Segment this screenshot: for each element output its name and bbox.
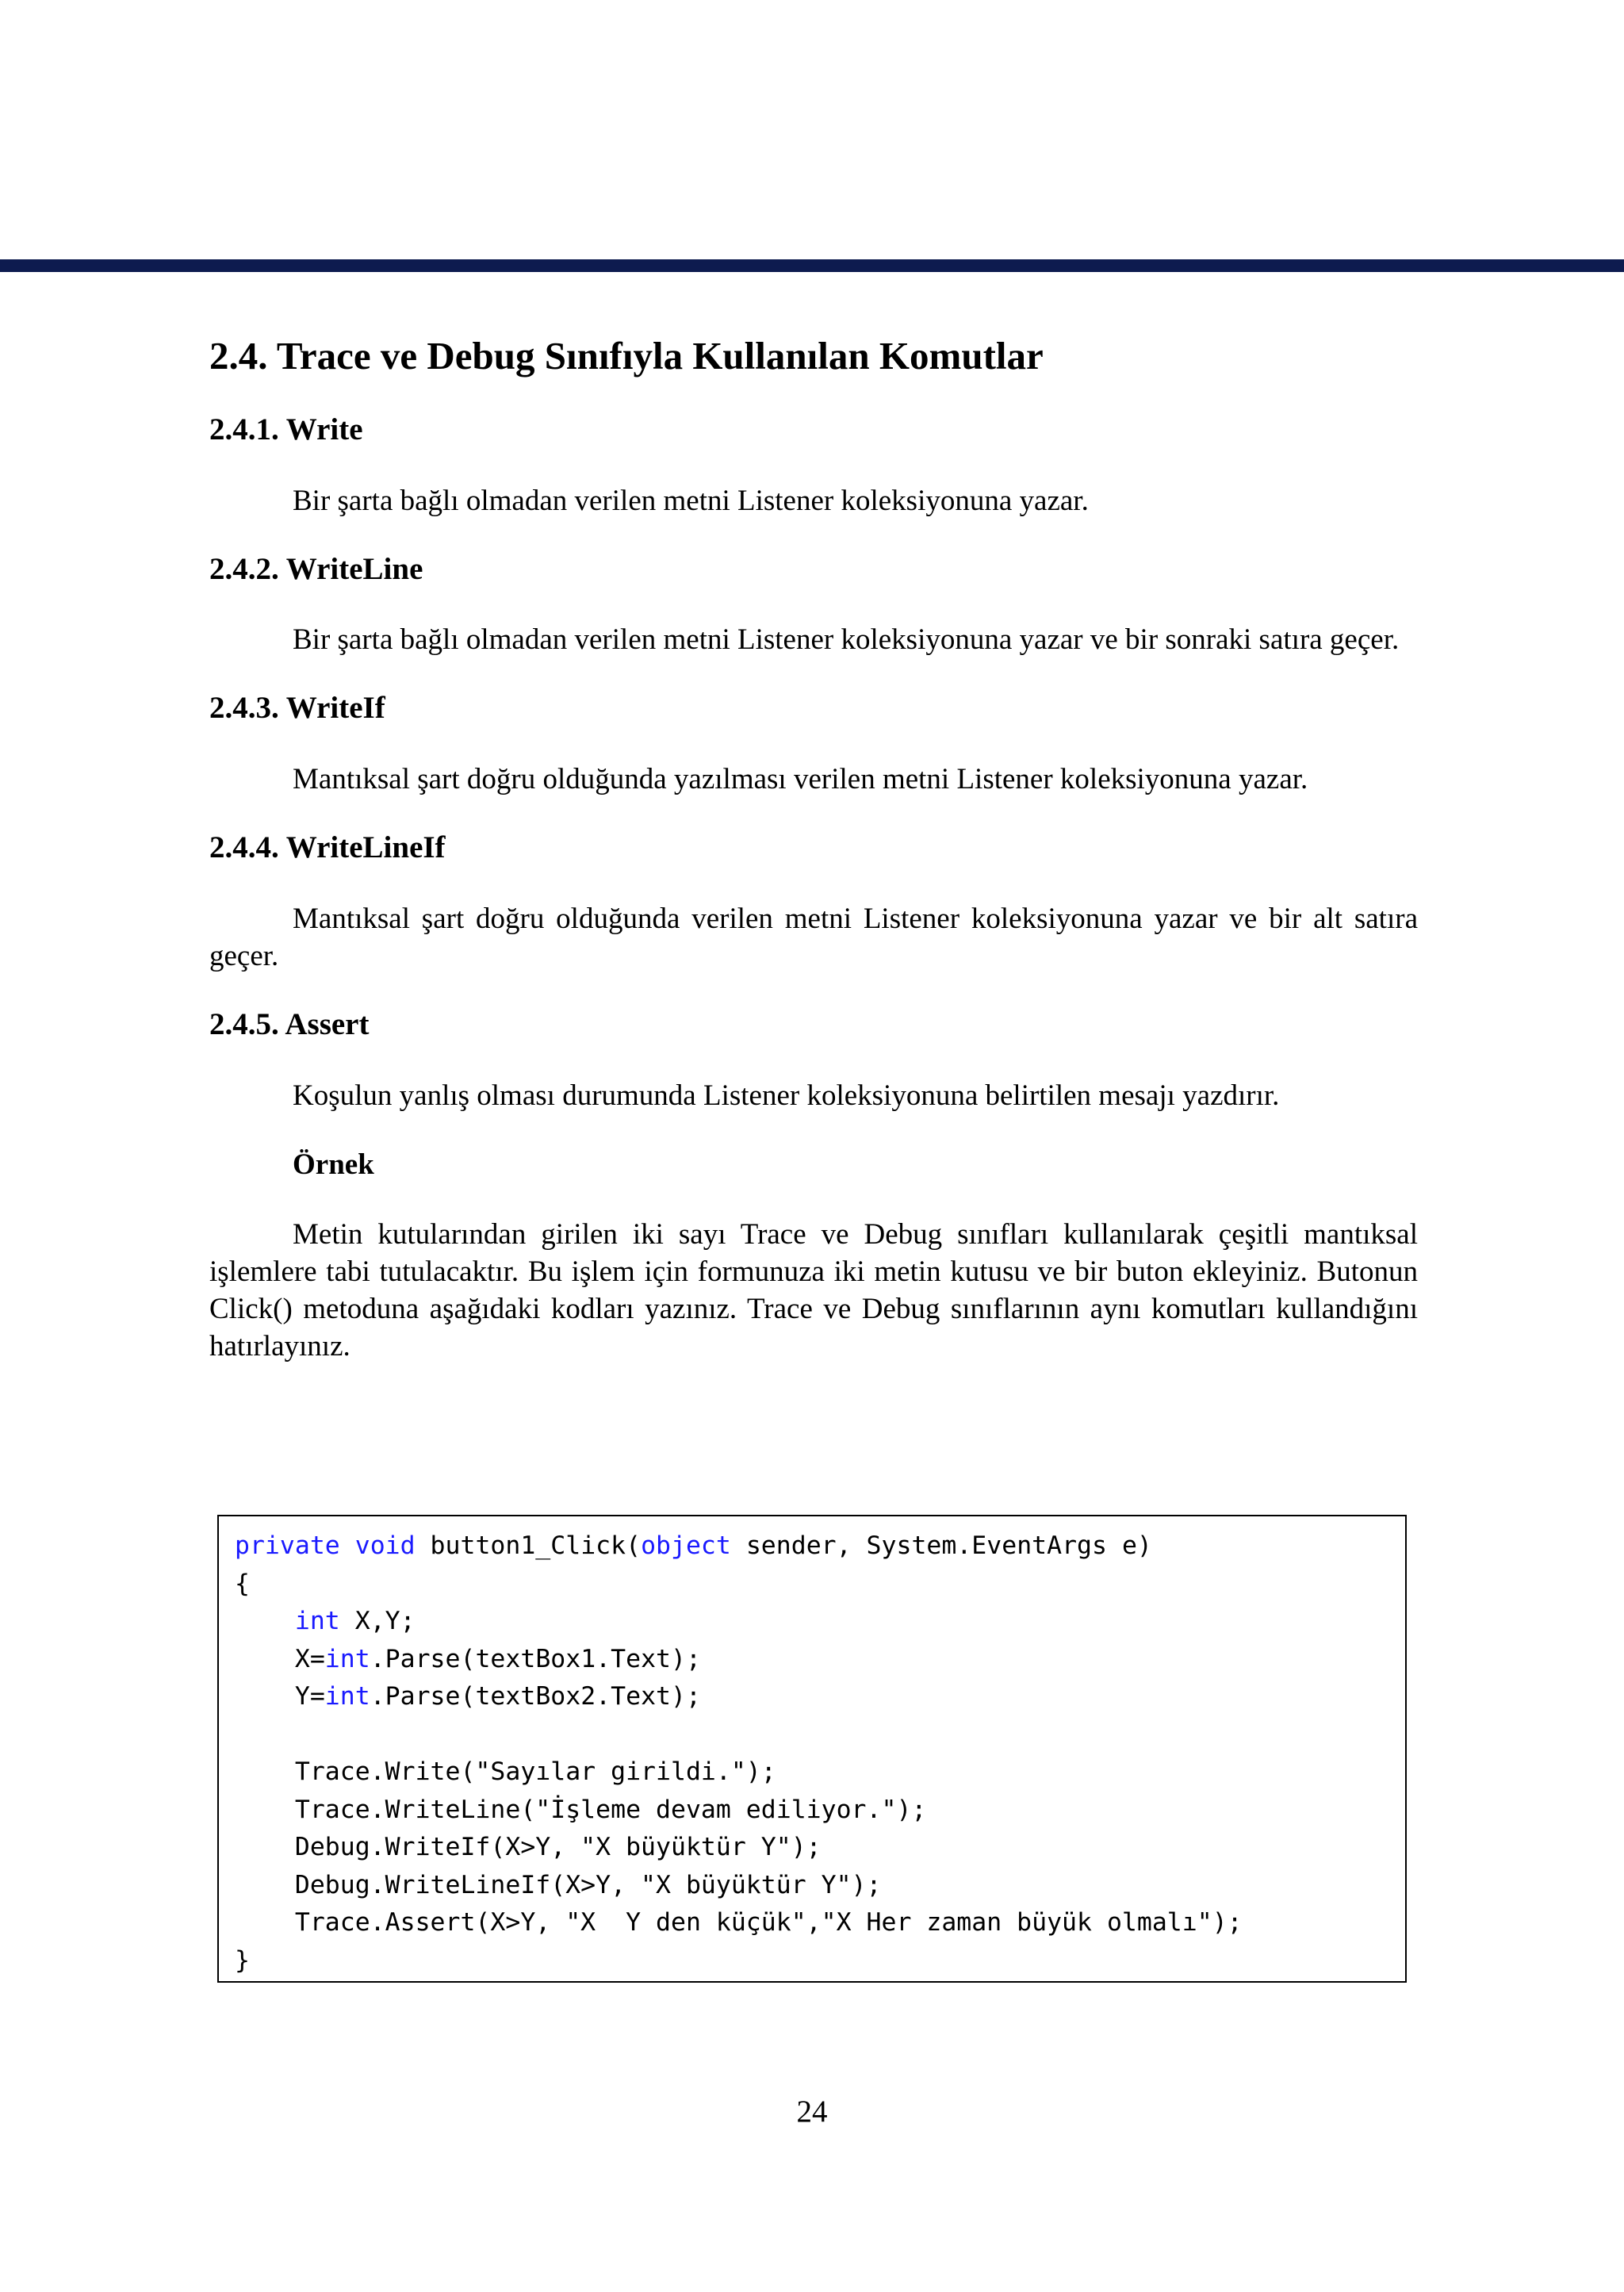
code-line: } (235, 1945, 250, 1975)
code-line (235, 1607, 416, 1635)
write-description: Bir şarta bağlı olmadan verilen metni Listener koleksiyonuna yazar. (293, 484, 1089, 517)
code-text: .Parse(textBox1.Text); (370, 1644, 701, 1673)
subsection-heading-write: 2.4.1. Write (209, 412, 363, 447)
example-label: Örnek (293, 1148, 374, 1181)
writelineif-description: Mantıksal şart doğru olduğunda verilen metni Listener koleksiyonuna yazar ve bir alt satıra geçer. (209, 902, 1418, 972)
subsection-heading-assert: 2.4.5. Assert (209, 1006, 370, 1041)
subsection-heading-writelineif: 2.4.4. WriteLineIf (209, 830, 446, 865)
code-indent (235, 1682, 295, 1711)
writeline-description: Bir şarta bağlı olmadan verilen metni Listener koleksiyonuna yazar ve bir sonraki satıra geçer. (293, 623, 1400, 657)
code-line: Debug.WriteIf(X>Y, "X büyüktür Y"); (235, 1833, 822, 1861)
code-keyword: private (235, 1531, 340, 1560)
page-number: 24 (796, 2095, 828, 2129)
code-listing (217, 1515, 1407, 1983)
code-keyword: void (354, 1531, 416, 1560)
code-text: sender, System.EventArgs e) (730, 1531, 1152, 1560)
code-keyword: int (324, 1644, 370, 1673)
code-keyword: object (641, 1531, 731, 1560)
code-text: X,Y; (339, 1607, 416, 1635)
code-line (235, 1682, 701, 1711)
code-line (235, 1531, 1152, 1560)
code-text: X= (294, 1644, 325, 1673)
code-text: button1_Click( (415, 1531, 642, 1560)
code-keyword: int (324, 1682, 370, 1711)
code-block (235, 1527, 1389, 1980)
section-title: 2.4. Trace ve Debug Sınıfıyla Kullanılan Komutlar (209, 334, 1044, 378)
code-line: Debug.WriteLineIf(X>Y, "X büyüktür Y"); (235, 1870, 882, 1899)
code-line: Trace.Assert(X>Y, "X Y den küçük","X Her zaman büyük olmalı"); (235, 1908, 1243, 1937)
code-line (235, 1645, 701, 1673)
code-line: Trace.WriteLine("İşleme devam ediliyor."); (235, 1795, 927, 1824)
header-rule (0, 259, 1624, 272)
assert-description: Koşulun yanlış olması durumunda Listener koleksiyonuna belirtilen mesajı yazdırır. (293, 1079, 1280, 1112)
page-content (209, 317, 1418, 1365)
code-line: Trace.Write("Sayılar girildi."); (235, 1757, 776, 1786)
subsection-heading-writeif: 2.4.3. WriteIf (209, 691, 385, 726)
writeif-description: Mantıksal şart doğru olduğunda yazılması verilen metni Listener koleksiyonuna yazar. (293, 763, 1308, 796)
example-paragraph: Metin kutularından girilen iki sayı Trace ve Debug sınıfları kullanılarak çeşitli mantıksal işlemlere tabi tutulacaktır. Bu işlem için formunuza iki metin kutusu ve bir buton ekleyiniz. Butonun Click() metoduna aşağıdaki kodları yazınız. Trace ve Debug sınıflarının aynı komutları kullandığını hatırlayınız. (209, 1218, 1418, 1363)
code-text: Y= (294, 1682, 325, 1711)
subsection-heading-writeline: 2.4.2. WriteLine (209, 551, 423, 586)
code-keyword: int (294, 1607, 340, 1635)
code-indent (235, 1607, 295, 1635)
code-text: .Parse(textBox2.Text); (370, 1682, 701, 1711)
code-indent (235, 1645, 295, 1673)
code-line: { (235, 1569, 250, 1598)
